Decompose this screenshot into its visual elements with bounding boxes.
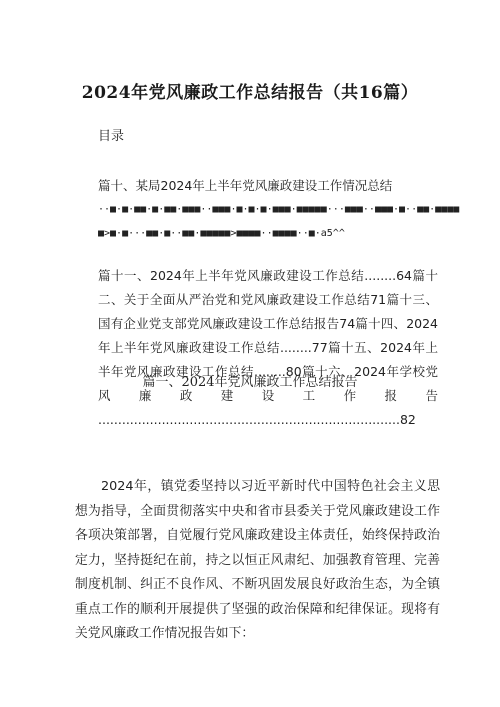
toc-garbled-line-2: ■>■·■···■■·■··■■·■■■■■>■■■■··■■■■··■·a5^^ [98, 228, 345, 239]
toc-entry-10: 篇十、某局2024年上半年党风廉政建设工作情况总结 [98, 178, 393, 193]
document-title: 2024年党风廉政工作总结报告（共16篇） [81, 83, 419, 103]
section-heading: 篇一、2024年党风廉政工作总结报告 [142, 375, 358, 390]
toc-garbled-line-1: ··■·■·■■·■·■■·■■■··■■■·■·■·■·■■■·■■■■■···■■■··■■■·■··■■·■■■■ [98, 204, 460, 215]
toc-entries-11-16: 篇十一、2024年上半年党风廉政建设工作总结........64篇十二、关于全面从严治党和党风廉政建设工作总结71篇十三、国有企业党支部党风廉政建设工作总结报告74篇十四、2024年上半年党风廉政建设工作总结........77篇十五、2024年上半年党风廉政建设工作总结........80篇十六、2024年学校党风廉政建设工作报告 ............................................................................82 [98, 268, 438, 427]
body-paragraph: 2024年，镇党委坚持以习近平新时代中国特色社会主义思想为指导，全面贯彻落实中央和省市县委关于党风廉政建设工作各项决策部署，自觉履行党风廉政建设主体责任，始终保持政治定力，坚持挺纪在前，持之以恒正风肃纪、加强教育管理、完善制度机制、纠正不良作风、不断巩固发展良好政治生态，为全镇重点工作的顺利开展提供了坚强的政治保障和纪律保证。现将有关党风廉政工作情况报告如下： [75, 479, 440, 641]
toc-label: 目录 [98, 129, 125, 144]
